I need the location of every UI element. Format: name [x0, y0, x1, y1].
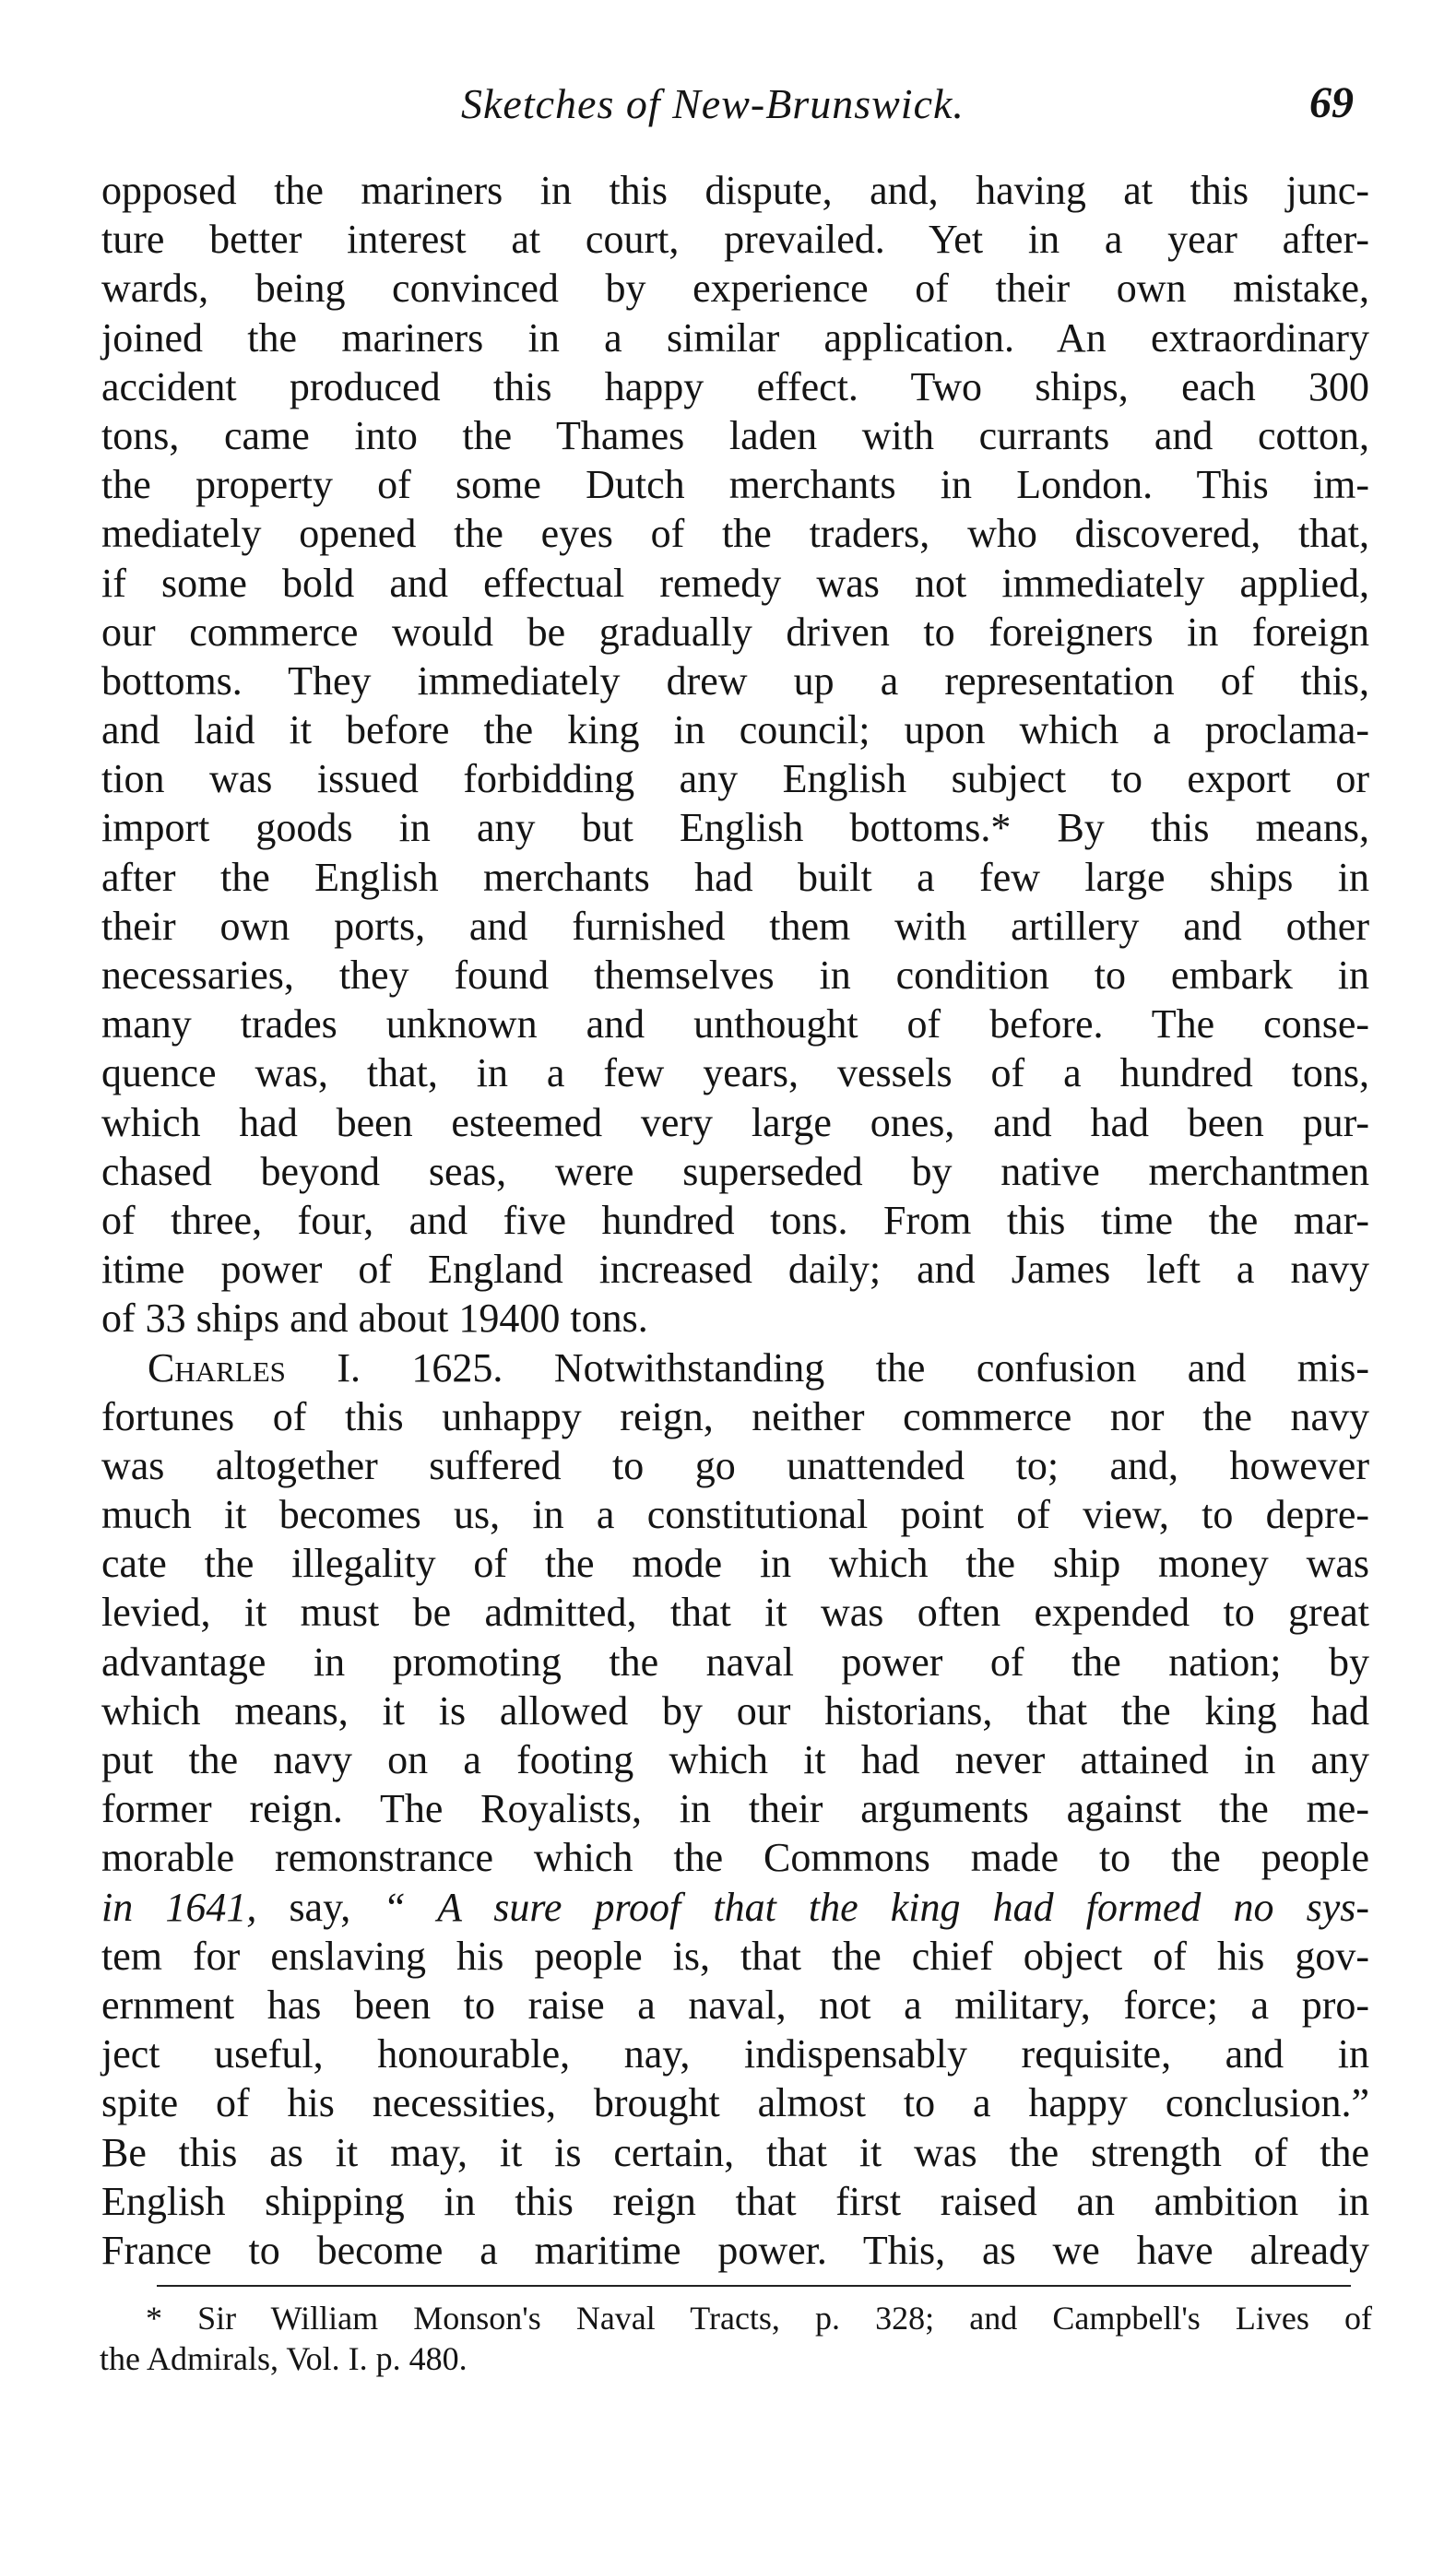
text-line: wards, being convinced by experience of their own mistake, [101, 266, 1369, 312]
text-line: quence was, that, in a few years, vessels of a hundred tons, [101, 1050, 1369, 1096]
body-text [101, 166, 1369, 2275]
text-line: levied, it must be admitted, that it was often expended to great [101, 1590, 1369, 1636]
text-line: import goods in any but English bottoms.* By this means, [101, 805, 1369, 851]
text-line: and laid it before the king in council; upon which a proclama- [101, 707, 1369, 753]
text-line: put the navy on a footing which it had never attained in any [101, 1737, 1369, 1782]
text-line: spite of his necessities, brought almost to a happy conclusion.” [101, 2080, 1369, 2126]
text-line: joined the mariners in a similar application. An extraordinary [101, 314, 1369, 361]
text-fragment: Notwithstanding the confusion and mis- [553, 1344, 1369, 1391]
text-line: cate the illegality of the mode in which the ship money was [101, 1541, 1369, 1587]
text-line: many trades unknown and unthought of before. The conse- [101, 1001, 1369, 1047]
text-line: France to become a maritime power. This, as we have already [101, 2227, 1369, 2273]
text-line: tem for enslaving his people is, that the chief object of his gov- [101, 1933, 1369, 1979]
quote-start-line [101, 1883, 1369, 1932]
text-line: their own ports, and furnished them with artillery and other [101, 903, 1369, 949]
text-line: which had been esteemed very large ones, and had been pur- [101, 1099, 1369, 1145]
text-line: itime power of England increased daily; and James left a navy [101, 1247, 1369, 1293]
text-line: necessaries, they found themselves in condition to embark in [101, 953, 1369, 998]
text-line: ernment has been to raise a naval, not a military, force; a pro- [101, 1982, 1369, 2028]
text-line: mediately opened the eyes of the traders, who discovered, that, [101, 511, 1369, 557]
italic-quote: “ A sure proof that the king had formed no sys- [383, 1884, 1370, 1930]
footnote [100, 2298, 1372, 2379]
text-line: was altogether suffered to go unattended to; and, however [101, 1442, 1369, 1488]
text-line: after the English merchants had built a few large ships in [101, 854, 1369, 900]
text-line: of three, four, and five hundred tons. From this time the mar- [101, 1197, 1369, 1243]
footnote-rule [157, 2285, 1351, 2287]
section-first-line [101, 1343, 1369, 1392]
italic-date: in 1641, [101, 1884, 257, 1930]
text-line: our commerce would be gradually driven to foreigners in foreign [101, 609, 1369, 655]
text-line: ture better interest at court, prevailed. Yet in a year after- [101, 217, 1369, 263]
text-line: ject useful, honourable, nay, indispensably requisite, and in [101, 2031, 1369, 2077]
text-line: bottoms. They immediately drew up a representation of this, [101, 657, 1369, 704]
text-line: English shipping in this reign that first raised an ambition in [101, 2178, 1369, 2224]
text-line: former reign. The Royalists, in their arguments against the me- [101, 1786, 1369, 1832]
text-line: accident produced this happy effect. Two ships, each 300 [101, 363, 1369, 409]
text-line: tons, came into the Thames laden with currants and cotton, [101, 412, 1369, 458]
running-head [0, 79, 1456, 144]
text-line: opposed the mariners in this dispute, and, having at this junc- [101, 168, 1369, 213]
reign-heading: Charles I. 1625. [148, 1344, 503, 1391]
text-line: chased beyond seas, were superseded by native merchantmen [101, 1148, 1369, 1194]
text-line: tion was issued forbidding any English subject to export or [101, 756, 1369, 802]
page-number: 69 [1309, 78, 1354, 127]
text-line: the property of some Dutch merchants in London. This im- [101, 462, 1369, 508]
text-line: much it becomes us, in a constitutional point of view, to depre- [101, 1492, 1369, 1538]
footnote-line: * Sir William Monson's Naval Tracts, p. 328; and Campbell's Lives of [146, 2300, 1372, 2337]
paragraph-end-line: of 33 ships and about 19400 tons. [101, 1296, 648, 1342]
footnote-line: the Admirals, Vol. I. p. 480. [100, 2340, 468, 2377]
text-line: fortunes of this unhappy reign, neither commerce nor the navy [101, 1393, 1369, 1439]
text-line: morable remonstrance which the Commons made to the people [101, 1835, 1369, 1881]
text-line: which means, it is allowed by our historians, that the king had [101, 1687, 1369, 1734]
text-fragment: say, [289, 1884, 351, 1930]
text-line: if some bold and effectual remedy was not immediately applied, [101, 560, 1369, 606]
running-head-title: Sketches of New-Brunswick. [461, 80, 965, 127]
text-line: advantage in promoting the naval power of the nation; by [101, 1639, 1369, 1685]
text-line: Be this as it may, it is certain, that it was the strength of the [101, 2129, 1369, 2175]
